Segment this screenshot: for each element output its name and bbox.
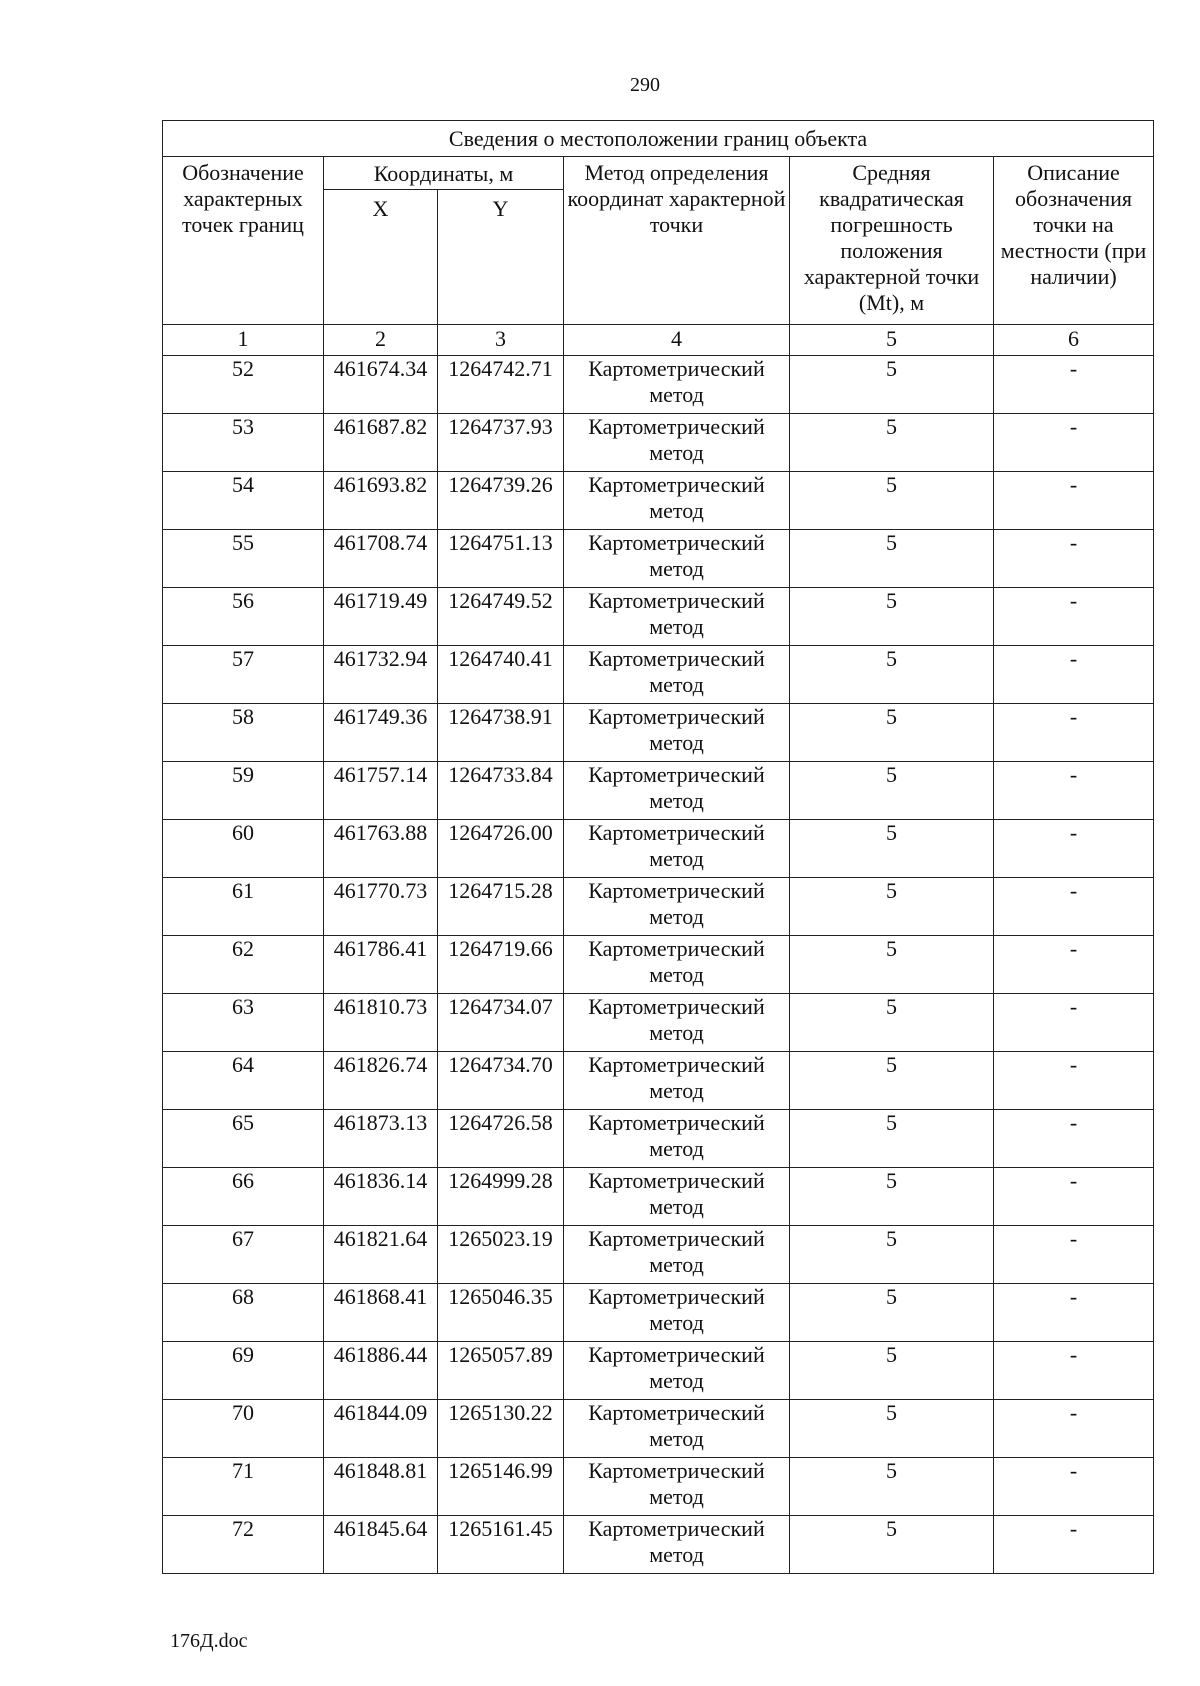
y-coordinate-cell: 1264719.66 bbox=[438, 936, 564, 994]
column-number: 5 bbox=[790, 325, 994, 356]
y-coordinate-cell: 1265130.22 bbox=[438, 1400, 564, 1458]
description-cell: - bbox=[994, 1284, 1154, 1342]
description-cell: - bbox=[994, 1342, 1154, 1400]
table-row bbox=[163, 1226, 1154, 1284]
y-coordinate-cell: 1264737.93 bbox=[438, 414, 564, 472]
method-line: Картометрический bbox=[588, 1284, 765, 1309]
point-cell: 68 bbox=[163, 1284, 324, 1342]
error-cell: 5 bbox=[790, 530, 994, 588]
table-row bbox=[163, 936, 1154, 994]
table-row bbox=[163, 878, 1154, 936]
y-coordinate-cell: 1264739.26 bbox=[438, 472, 564, 530]
description-cell: - bbox=[994, 762, 1154, 820]
x-coordinate-cell: 461844.09 bbox=[324, 1400, 438, 1458]
y-coordinate-cell: 1265046.35 bbox=[438, 1284, 564, 1342]
error-cell: 5 bbox=[790, 1226, 994, 1284]
error-cell: 5 bbox=[790, 646, 994, 704]
method-line: Картометрический bbox=[588, 646, 765, 671]
method-cell bbox=[564, 1516, 790, 1574]
x-coordinate-cell: 461749.36 bbox=[324, 704, 438, 762]
error-cell: 5 bbox=[790, 1284, 994, 1342]
point-cell: 69 bbox=[163, 1342, 324, 1400]
error-cell: 5 bbox=[790, 820, 994, 878]
y-coordinate-cell: 1264733.84 bbox=[438, 762, 564, 820]
method-line: Картометрический bbox=[588, 356, 765, 381]
error-cell: 5 bbox=[790, 356, 994, 414]
point-cell: 63 bbox=[163, 994, 324, 1052]
method-line: метод bbox=[649, 1136, 704, 1161]
error-cell: 5 bbox=[790, 1052, 994, 1110]
header-x: X bbox=[324, 190, 438, 325]
table-row bbox=[163, 646, 1154, 704]
column-number: 1 bbox=[163, 325, 324, 356]
header-point: Обозначение характерных точек границ bbox=[163, 157, 324, 325]
method-line: метод bbox=[649, 1310, 704, 1335]
method-line: Картометрический bbox=[588, 704, 765, 729]
error-cell: 5 bbox=[790, 762, 994, 820]
method-cell bbox=[564, 356, 790, 414]
method-line: метод bbox=[649, 1252, 704, 1277]
method-line: метод bbox=[649, 1020, 704, 1045]
x-coordinate-cell: 461786.41 bbox=[324, 936, 438, 994]
method-line: Картометрический bbox=[588, 820, 765, 845]
method-cell bbox=[564, 1342, 790, 1400]
column-number: 2 bbox=[324, 325, 438, 356]
y-coordinate-cell: 1265146.99 bbox=[438, 1458, 564, 1516]
method-line: Картометрический bbox=[588, 1458, 765, 1483]
y-coordinate-cell: 1264734.70 bbox=[438, 1052, 564, 1110]
column-number-row bbox=[163, 325, 1154, 356]
header-method: Метод определения координат характерной точки bbox=[564, 157, 790, 325]
y-coordinate-cell: 1264734.07 bbox=[438, 994, 564, 1052]
table-row bbox=[163, 414, 1154, 472]
method-line: метод bbox=[649, 1484, 704, 1509]
x-coordinate-cell: 461873.13 bbox=[324, 1110, 438, 1168]
method-line: метод bbox=[649, 1078, 704, 1103]
method-cell bbox=[564, 1110, 790, 1168]
error-cell: 5 bbox=[790, 1458, 994, 1516]
point-cell: 65 bbox=[163, 1110, 324, 1168]
error-cell: 5 bbox=[790, 878, 994, 936]
method-line: Картометрический bbox=[588, 1168, 765, 1193]
method-line: метод bbox=[649, 614, 704, 639]
point-cell: 64 bbox=[163, 1052, 324, 1110]
method-line: метод bbox=[649, 962, 704, 987]
error-cell: 5 bbox=[790, 1400, 994, 1458]
x-coordinate-cell: 461708.74 bbox=[324, 530, 438, 588]
error-cell: 5 bbox=[790, 1516, 994, 1574]
x-coordinate-cell: 461687.82 bbox=[324, 414, 438, 472]
method-line: Картометрический bbox=[588, 472, 765, 497]
method-line: Картометрический bbox=[588, 1226, 765, 1251]
table-row bbox=[163, 1400, 1154, 1458]
method-cell bbox=[564, 1284, 790, 1342]
x-coordinate-cell: 461732.94 bbox=[324, 646, 438, 704]
table-row bbox=[163, 530, 1154, 588]
method-line: Картометрический bbox=[588, 762, 765, 787]
method-line: Картометрический bbox=[588, 1052, 765, 1077]
point-cell: 56 bbox=[163, 588, 324, 646]
column-number: 3 bbox=[438, 325, 564, 356]
table-row bbox=[163, 1110, 1154, 1168]
method-line: Картометрический bbox=[588, 588, 765, 613]
method-line: метод bbox=[649, 440, 704, 465]
method-cell bbox=[564, 936, 790, 994]
table-row bbox=[163, 472, 1154, 530]
error-cell: 5 bbox=[790, 1342, 994, 1400]
method-line: Картометрический bbox=[588, 530, 765, 555]
y-coordinate-cell: 1264751.13 bbox=[438, 530, 564, 588]
column-number: 4 bbox=[564, 325, 790, 356]
document-filename: 176Д.doc bbox=[170, 1630, 248, 1652]
method-cell bbox=[564, 878, 790, 936]
method-line: Картометрический bbox=[588, 414, 765, 439]
method-line: Картометрический bbox=[588, 994, 765, 1019]
y-coordinate-cell: 1264749.52 bbox=[438, 588, 564, 646]
x-coordinate-cell: 461719.49 bbox=[324, 588, 438, 646]
description-cell: - bbox=[994, 704, 1154, 762]
description-cell: - bbox=[994, 530, 1154, 588]
point-cell: 70 bbox=[163, 1400, 324, 1458]
error-cell: 5 bbox=[790, 588, 994, 646]
table-row bbox=[163, 1168, 1154, 1226]
description-cell: - bbox=[994, 1516, 1154, 1574]
x-coordinate-cell: 461836.14 bbox=[324, 1168, 438, 1226]
x-coordinate-cell: 461826.74 bbox=[324, 1052, 438, 1110]
page-number: 290 bbox=[630, 74, 660, 96]
point-cell: 71 bbox=[163, 1458, 324, 1516]
y-coordinate-cell: 1264999.28 bbox=[438, 1168, 564, 1226]
method-cell bbox=[564, 1400, 790, 1458]
point-cell: 54 bbox=[163, 472, 324, 530]
y-coordinate-cell: 1265057.89 bbox=[438, 1342, 564, 1400]
method-cell bbox=[564, 704, 790, 762]
method-line: метод bbox=[649, 1368, 704, 1393]
table-row bbox=[163, 1342, 1154, 1400]
method-cell bbox=[564, 762, 790, 820]
point-cell: 59 bbox=[163, 762, 324, 820]
table-row bbox=[163, 1516, 1154, 1574]
point-cell: 57 bbox=[163, 646, 324, 704]
table-row bbox=[163, 1052, 1154, 1110]
method-cell bbox=[564, 588, 790, 646]
method-cell bbox=[564, 1052, 790, 1110]
method-line: метод bbox=[649, 730, 704, 755]
method-cell bbox=[564, 646, 790, 704]
table-row bbox=[163, 1458, 1154, 1516]
method-line: метод bbox=[649, 498, 704, 523]
method-line: метод bbox=[649, 1542, 704, 1567]
method-line: Картометрический bbox=[588, 878, 765, 903]
y-coordinate-cell: 1264715.28 bbox=[438, 878, 564, 936]
x-coordinate-cell: 461810.73 bbox=[324, 994, 438, 1052]
y-coordinate-cell: 1264726.00 bbox=[438, 820, 564, 878]
table-title: Сведения о местоположении границ объекта bbox=[163, 121, 1154, 157]
table-row bbox=[163, 356, 1154, 414]
x-coordinate-cell: 461757.14 bbox=[324, 762, 438, 820]
point-cell: 55 bbox=[163, 530, 324, 588]
header-error: Средняя квадратическая погрешность положения характерной точки (Mt), м bbox=[790, 157, 994, 325]
table-row bbox=[163, 820, 1154, 878]
description-cell: - bbox=[994, 1052, 1154, 1110]
method-line: метод bbox=[649, 672, 704, 697]
point-cell: 53 bbox=[163, 414, 324, 472]
method-line: метод bbox=[649, 788, 704, 813]
method-cell bbox=[564, 1168, 790, 1226]
method-line: метод bbox=[649, 846, 704, 871]
header-y: Y bbox=[438, 190, 564, 325]
error-cell: 5 bbox=[790, 704, 994, 762]
description-cell: - bbox=[994, 1226, 1154, 1284]
x-coordinate-cell: 461845.64 bbox=[324, 1516, 438, 1574]
error-cell: 5 bbox=[790, 414, 994, 472]
method-cell bbox=[564, 1226, 790, 1284]
description-cell: - bbox=[994, 472, 1154, 530]
point-cell: 61 bbox=[163, 878, 324, 936]
point-cell: 72 bbox=[163, 1516, 324, 1574]
description-cell: - bbox=[994, 1110, 1154, 1168]
y-coordinate-cell: 1264742.71 bbox=[438, 356, 564, 414]
point-cell: 67 bbox=[163, 1226, 324, 1284]
description-cell: - bbox=[994, 994, 1154, 1052]
y-coordinate-cell: 1264738.91 bbox=[438, 704, 564, 762]
error-cell: 5 bbox=[790, 936, 994, 994]
method-cell bbox=[564, 472, 790, 530]
x-coordinate-cell: 461821.64 bbox=[324, 1226, 438, 1284]
x-coordinate-cell: 461693.82 bbox=[324, 472, 438, 530]
method-cell bbox=[564, 1458, 790, 1516]
x-coordinate-cell: 461770.73 bbox=[324, 878, 438, 936]
description-cell: - bbox=[994, 1458, 1154, 1516]
column-number: 6 bbox=[994, 325, 1154, 356]
y-coordinate-cell: 1264740.41 bbox=[438, 646, 564, 704]
point-cell: 62 bbox=[163, 936, 324, 994]
description-cell: - bbox=[994, 878, 1154, 936]
table-row bbox=[163, 588, 1154, 646]
table-row bbox=[163, 762, 1154, 820]
description-cell: - bbox=[994, 356, 1154, 414]
error-cell: 5 bbox=[790, 1168, 994, 1226]
description-cell: - bbox=[994, 820, 1154, 878]
method-cell bbox=[564, 820, 790, 878]
method-line: метод bbox=[649, 382, 704, 407]
table-row bbox=[163, 704, 1154, 762]
x-coordinate-cell: 461763.88 bbox=[324, 820, 438, 878]
method-line: метод bbox=[649, 556, 704, 581]
description-cell: - bbox=[994, 588, 1154, 646]
method-line: Картометрический bbox=[588, 936, 765, 961]
description-cell: - bbox=[994, 414, 1154, 472]
description-cell: - bbox=[994, 1168, 1154, 1226]
method-line: Картометрический bbox=[588, 1342, 765, 1367]
method-cell bbox=[564, 414, 790, 472]
method-cell bbox=[564, 994, 790, 1052]
error-cell: 5 bbox=[790, 1110, 994, 1168]
point-cell: 52 bbox=[163, 356, 324, 414]
method-cell bbox=[564, 530, 790, 588]
x-coordinate-cell: 461886.44 bbox=[324, 1342, 438, 1400]
method-line: метод bbox=[649, 904, 704, 929]
method-line: метод bbox=[649, 1426, 704, 1451]
y-coordinate-cell: 1264726.58 bbox=[438, 1110, 564, 1168]
x-coordinate-cell: 461674.34 bbox=[324, 356, 438, 414]
description-cell: - bbox=[994, 646, 1154, 704]
x-coordinate-cell: 461868.41 bbox=[324, 1284, 438, 1342]
x-coordinate-cell: 461848.81 bbox=[324, 1458, 438, 1516]
method-line: Картометрический bbox=[588, 1516, 765, 1541]
point-cell: 58 bbox=[163, 704, 324, 762]
table-row bbox=[163, 994, 1154, 1052]
table-row bbox=[163, 1284, 1154, 1342]
method-line: метод bbox=[649, 1194, 704, 1219]
error-cell: 5 bbox=[790, 472, 994, 530]
header-description: Описание обозначения точки на местности (при наличии) bbox=[994, 157, 1154, 325]
table-body bbox=[163, 356, 1154, 1574]
y-coordinate-cell: 1265023.19 bbox=[438, 1226, 564, 1284]
method-line: Картометрический bbox=[588, 1110, 765, 1135]
y-coordinate-cell: 1265161.45 bbox=[438, 1516, 564, 1574]
point-cell: 66 bbox=[163, 1168, 324, 1226]
header-coordinates: Координаты, м bbox=[324, 157, 564, 190]
description-cell: - bbox=[994, 936, 1154, 994]
method-line: Картометрический bbox=[588, 1400, 765, 1425]
point-cell: 60 bbox=[163, 820, 324, 878]
boundary-coordinates-table bbox=[162, 120, 1154, 1574]
description-cell: - bbox=[994, 1400, 1154, 1458]
error-cell: 5 bbox=[790, 994, 994, 1052]
